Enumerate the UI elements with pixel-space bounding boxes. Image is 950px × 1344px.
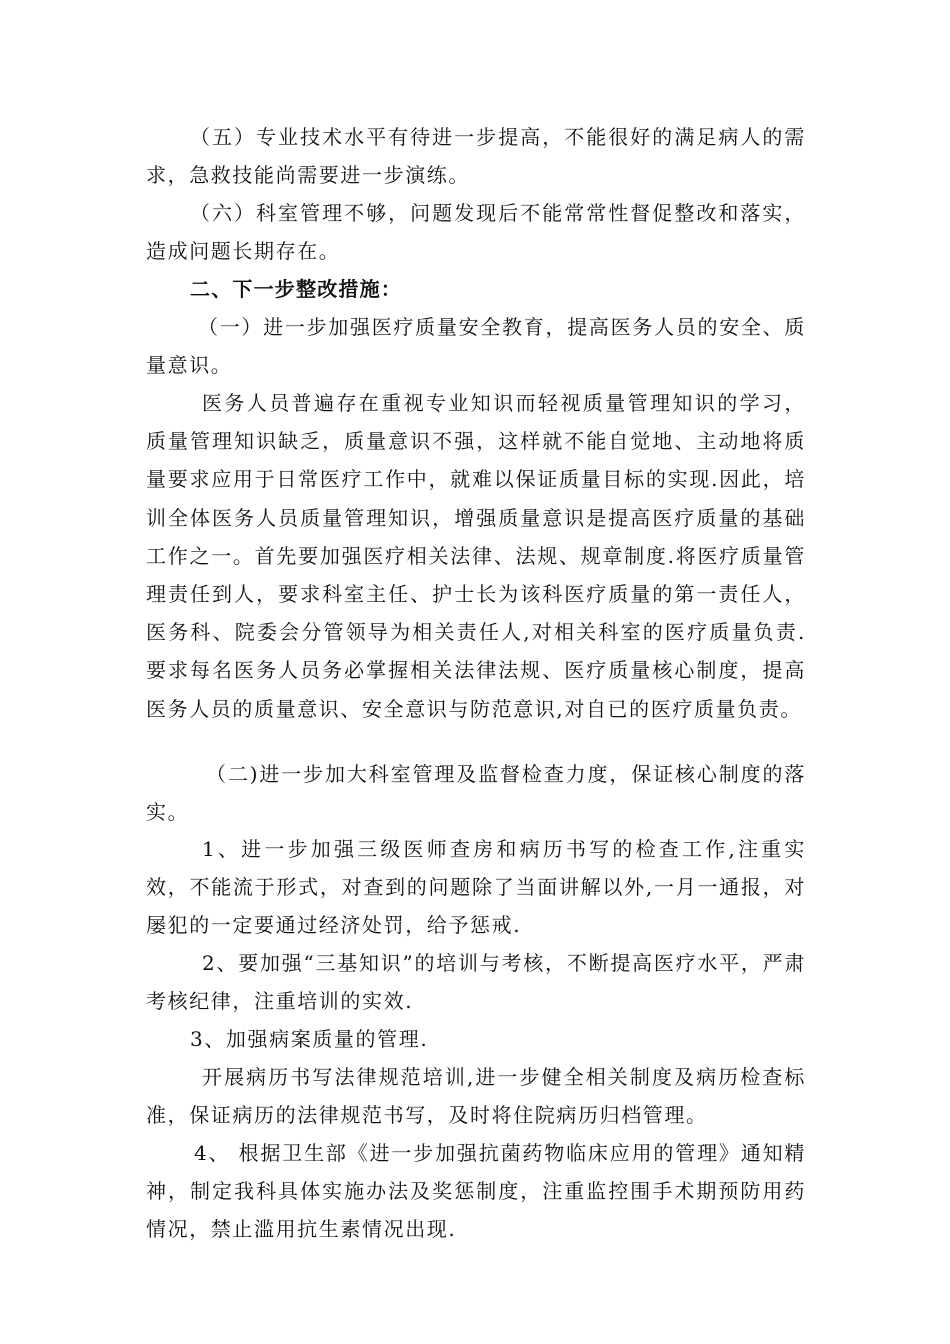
paragraph-two-supervision: （二)进一步加大科室管理及监督检查力度，保证核心制度的落实。 [146, 762, 806, 825]
paragraph-item-4-antibiotics: 4、 根据卫生部《进一步加强抗菌药物临床应用的管理》通知精神，制定我科具体实施办法及奖惩制度，注重监控围手术期预防用药情况，禁止滥用抗生素情况出现. [146, 1141, 806, 1242]
paragraph-six-department-management: （六）科室管理不够，问题发现后不能常常性督促整改和落实，造成问题长期存在。 [146, 201, 806, 264]
paragraph-item-3-case-quality: 3、加强病案质量的管理. [190, 1027, 429, 1051]
paragraph-five-technical-level: （五）专业技术水平有待进一步提高，不能很好的满足病人的需求，急救技能尚需要进一步演练。 [146, 125, 806, 188]
paragraph-item-1-ward-rounds: 1、进一步加强三级医师查房和病历书写的检查工作,注重实效，不能流于形式，对查到的问题除了当面讲解以外,一月一通报，对屡犯的一定要通过经济处罚，给予惩戒. [146, 837, 806, 938]
paragraph-quality-management-knowledge: 医务人员普遍存在重视专业知识而轻视质量管理知识的学习，质量管理知识缺乏，质量意识不强，这样就不能自觉地、主动地将质量要求应用于日常医疗工作中，就难以保证质量目标的实现.因此，培训全体医务人员质量管理知识，增强质量意识是提高医疗质量的基础工作之一。首先要加强医疗相关法律、法规、规章制度.将医疗质量管理责任到人，要求科室主任、护士长为该科医疗质量的第一责任人，医务科、院委会分管领导为相关责任人,对相关科室的医疗质量负责.要求每名医务人员务必掌握相关法律法规、医疗质量核心制度，提高医务人员的质量意识、安全意识与防范意识,对自已的医疗质量负责。 [146, 391, 806, 721]
paragraph-medical-record-training: 开展病历书写法律规范培训,进一步健全相关制度及病历检查标准，保证病历的法律规范书写，及时将住院病历归档管理。 [146, 1065, 806, 1128]
section-heading-rectification-measures: 二、下一步整改措施： [190, 277, 402, 301]
paragraph-one-safety-education: （一）进一步加强医疗质量安全教育，提高医务人员的安全、质量意识。 [146, 315, 806, 378]
paragraph-item-2-three-basics: 2、要加强“三基知识”的培训与考核，不断提高医疗水平，严肃考核纪律，注重培训的实效. [146, 951, 806, 1014]
